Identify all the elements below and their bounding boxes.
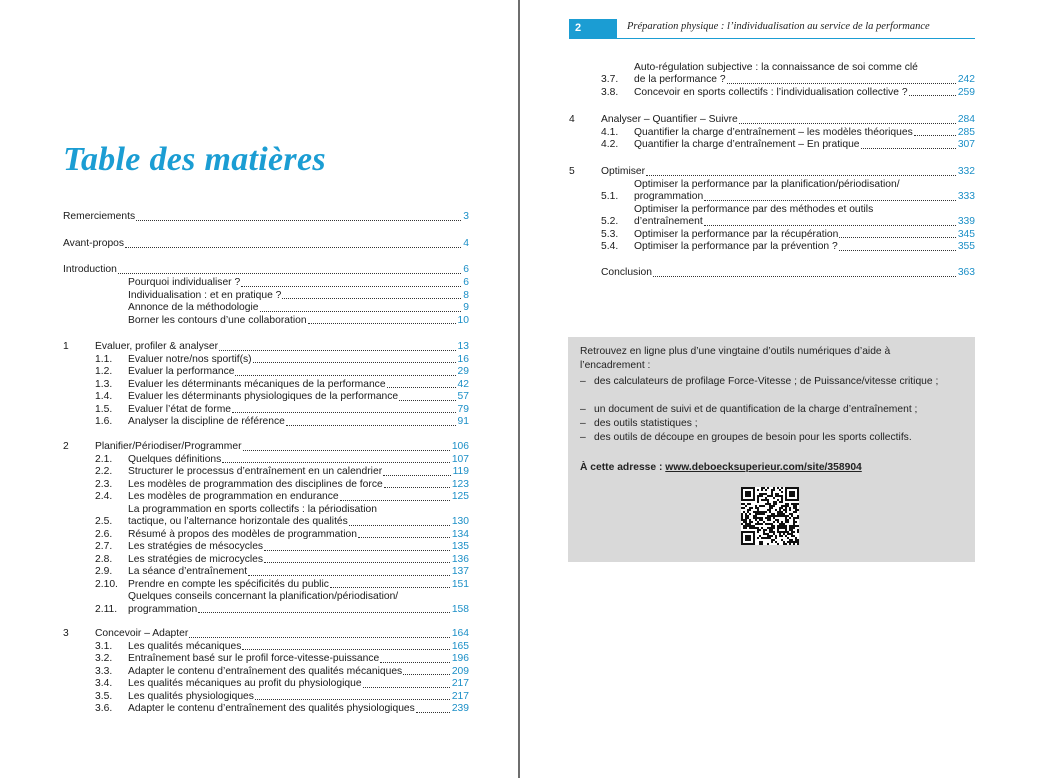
entry-page-number: 217 bbox=[451, 678, 469, 689]
entry-page-number: 123 bbox=[451, 478, 469, 490]
entry-label: Analyser la discipline de référence bbox=[128, 416, 285, 427]
entry-number: 4.1. bbox=[601, 126, 619, 138]
infobox-address: À cette adresse : www.deboecksuperieur.com/site/358904 bbox=[580, 462, 862, 473]
dot-leader bbox=[264, 550, 450, 551]
entry-number: 3.3. bbox=[95, 665, 113, 677]
toc-chapter[interactable] bbox=[63, 341, 469, 354]
dot-leader bbox=[118, 273, 461, 274]
entry-label: programmation bbox=[634, 191, 704, 202]
entry-number: 2.1. bbox=[95, 453, 113, 465]
entry-number: 2.8. bbox=[95, 553, 113, 565]
entry-page-number: 239 bbox=[451, 703, 469, 714]
entry-label: Analyser – Quantifier – Suivre bbox=[601, 114, 738, 125]
infobox-item: – un document de suivi et de quantification de la charge d’entraînement ; bbox=[580, 404, 918, 415]
entry-label: programmation bbox=[128, 603, 198, 615]
toc-chapter[interactable] bbox=[63, 628, 469, 641]
toc-section[interactable] bbox=[95, 604, 469, 617]
toc-chapter[interactable] bbox=[569, 114, 975, 127]
entry-label: Pourquoi individualiser ? bbox=[128, 277, 241, 288]
dot-leader bbox=[253, 362, 456, 363]
entry-label: Remerciements bbox=[63, 211, 136, 222]
entry-label: tactique, ou l’alternance horizontale des qualités bbox=[128, 516, 348, 527]
entry-number: 3.8. bbox=[601, 86, 619, 98]
entry-label: La séance d’entraînement bbox=[128, 566, 248, 577]
toc-section[interactable] bbox=[95, 354, 469, 367]
entry-page-number: 165 bbox=[451, 640, 469, 652]
entry-page-number: 9 bbox=[463, 302, 469, 313]
entry-number: 2.3. bbox=[95, 478, 113, 490]
entry-number: 2.7. bbox=[95, 541, 113, 552]
toc-section[interactable] bbox=[95, 366, 469, 379]
infobox-item: – des calculateurs de profilage Force-Vitesse ; de Puissance/vitesse critique ; bbox=[580, 376, 939, 387]
entry-number: 1.5. bbox=[95, 403, 113, 415]
entry-page-number: 284 bbox=[957, 114, 975, 125]
entry-label: Annonce de la méthodologie bbox=[128, 302, 259, 313]
dot-leader bbox=[349, 525, 450, 526]
entry-label: Introduction bbox=[63, 264, 117, 275]
entry-label: Optimiser la performance par la prévention ? bbox=[634, 241, 838, 252]
dot-leader bbox=[861, 148, 956, 149]
toc-section[interactable] bbox=[95, 529, 469, 542]
dot-leader bbox=[416, 712, 450, 713]
dot-leader bbox=[704, 225, 956, 226]
dot-leader bbox=[363, 687, 450, 688]
entry-page-number: 333 bbox=[957, 191, 975, 202]
entry-number: 5.2. bbox=[601, 216, 619, 227]
toc-section[interactable] bbox=[95, 703, 469, 716]
entry-page-number: 125 bbox=[451, 491, 469, 502]
online-tools-box bbox=[568, 337, 975, 562]
dot-leader bbox=[914, 135, 956, 136]
entry-label: Optimiser la performance par la récupération bbox=[634, 228, 839, 240]
entry-page-number: 6 bbox=[463, 264, 469, 275]
toc-chapter[interactable] bbox=[569, 166, 975, 179]
entry-number: 1.6. bbox=[95, 416, 113, 427]
dot-leader bbox=[286, 425, 456, 426]
dot-leader bbox=[646, 175, 956, 176]
entry-number: 2.11. bbox=[95, 603, 118, 615]
entry-number: 5.1. bbox=[601, 191, 619, 202]
toc-section[interactable] bbox=[95, 466, 469, 479]
toc-section[interactable] bbox=[601, 229, 975, 242]
dot-leader bbox=[282, 298, 461, 299]
entry-number: 3.7. bbox=[601, 74, 619, 85]
toc-section[interactable] bbox=[601, 127, 975, 140]
entry-number: 3.6. bbox=[95, 703, 113, 714]
dot-leader bbox=[358, 537, 450, 538]
toc-section[interactable] bbox=[95, 479, 469, 492]
left-page bbox=[0, 0, 518, 778]
entry-label: d’entraînement bbox=[634, 216, 703, 227]
toc-section-line1: Optimiser la performance par des méthodes et outils bbox=[634, 203, 874, 215]
entry-label: Évaluer les déterminants mécaniques de la performance bbox=[128, 378, 386, 390]
dot-leader bbox=[136, 220, 461, 221]
entry-page-number: 6 bbox=[463, 277, 469, 288]
dot-leader bbox=[380, 662, 450, 663]
entry-label: Les stratégies de microcycles bbox=[128, 553, 264, 565]
entry-page-number: 135 bbox=[451, 541, 469, 552]
dot-leader bbox=[384, 487, 450, 488]
dot-leader bbox=[308, 323, 456, 324]
dot-leader bbox=[727, 83, 956, 84]
entry-page-number: 307 bbox=[957, 139, 975, 150]
entry-label: Planifier/Périodiser/Programmer bbox=[95, 441, 242, 452]
entry-page-number: 42 bbox=[457, 378, 469, 390]
entry-number: 1.3. bbox=[95, 378, 113, 390]
entry-number: 2.6. bbox=[95, 528, 113, 540]
toc-section[interactable] bbox=[95, 541, 469, 554]
entry-number: 2.5. bbox=[95, 516, 113, 527]
entry-page-number: 137 bbox=[451, 566, 469, 577]
dot-leader bbox=[264, 562, 450, 563]
entry-number: 3.4. bbox=[95, 678, 113, 689]
dot-leader bbox=[219, 350, 455, 351]
toc-section[interactable] bbox=[601, 216, 975, 229]
entry-label: Évaluer la performance bbox=[128, 366, 235, 377]
toc-section[interactable] bbox=[95, 666, 469, 679]
toc-entry-intro[interactable] bbox=[128, 277, 469, 290]
dot-leader bbox=[222, 462, 450, 463]
entry-label: Prendre en compte les spécificités du public bbox=[128, 578, 329, 590]
dot-leader bbox=[383, 475, 450, 476]
entry-label: Évaluer l’état de forme bbox=[128, 403, 232, 415]
dot-leader bbox=[242, 649, 449, 650]
entry-page-number: 91 bbox=[457, 416, 469, 427]
entry-label: Évaluer, profiler & analyser bbox=[95, 341, 219, 352]
entry-page-number: 209 bbox=[451, 665, 469, 677]
entry-number: 1.4. bbox=[95, 391, 113, 402]
toc-section[interactable] bbox=[95, 678, 469, 691]
toc-section[interactable] bbox=[601, 139, 975, 152]
right-page bbox=[521, 0, 1037, 778]
toc-section[interactable] bbox=[601, 74, 975, 87]
dot-leader bbox=[739, 123, 956, 124]
entry-page-number: 164 bbox=[451, 628, 469, 639]
entry-label: Résumé à propos des modèles de programmation bbox=[128, 528, 357, 540]
toc-section-line1: Optimiser la performance par la planification/périodisation/ bbox=[634, 178, 900, 190]
entry-page-number: 10 bbox=[457, 314, 469, 326]
toc-section[interactable] bbox=[95, 579, 469, 592]
dot-leader bbox=[704, 200, 956, 201]
entry-number: 5 bbox=[569, 166, 575, 177]
toc-section[interactable] bbox=[95, 653, 469, 666]
toc-section[interactable] bbox=[601, 241, 975, 254]
dot-leader bbox=[403, 674, 450, 675]
toc-entry-intro[interactable] bbox=[128, 290, 469, 303]
qr-code-icon[interactable] bbox=[741, 487, 799, 545]
toc-section[interactable] bbox=[95, 454, 469, 467]
toc-entry-intro[interactable] bbox=[128, 302, 469, 315]
entry-page-number: 345 bbox=[957, 228, 975, 240]
toc-conclusion[interactable] bbox=[601, 267, 975, 280]
entry-page-number: 196 bbox=[451, 653, 469, 664]
entry-label: de la performance ? bbox=[634, 74, 726, 85]
entry-label: Individualisation : et en pratique ? bbox=[128, 289, 282, 301]
entry-label: Adapter le contenu d’entraînement des qualités physiologiques bbox=[128, 703, 415, 714]
entry-page-number: 106 bbox=[451, 441, 469, 452]
toc-entry-front[interactable] bbox=[63, 211, 469, 224]
entry-label: Quantifier la charge d’entraînement – les modèles théoriques bbox=[634, 126, 913, 138]
dot-leader bbox=[260, 311, 462, 312]
toc-section[interactable] bbox=[95, 491, 469, 504]
entry-page-number: 242 bbox=[957, 74, 975, 85]
entry-number: 4.2. bbox=[601, 139, 619, 150]
entry-label: Quelques définitions bbox=[128, 453, 222, 465]
entry-page-number: 79 bbox=[457, 403, 469, 415]
toc-section[interactable] bbox=[95, 379, 469, 392]
dot-leader bbox=[235, 375, 455, 376]
entry-page-number: 130 bbox=[451, 516, 469, 527]
entry-page-number: 259 bbox=[957, 86, 975, 98]
entry-label: Concevoir en sports collectifs : l’individualisation collective ? bbox=[634, 86, 908, 98]
entry-label: Entraînement basé sur le profil force-vitesse-puissance bbox=[128, 653, 380, 664]
entry-page-number: 285 bbox=[957, 126, 975, 138]
entry-page-number: 217 bbox=[451, 690, 469, 702]
page-gutter bbox=[518, 0, 520, 778]
toc-section[interactable] bbox=[601, 191, 975, 204]
entry-number: 1.1. bbox=[95, 353, 113, 365]
dot-leader bbox=[232, 412, 456, 413]
entry-number: 2.2. bbox=[95, 466, 113, 477]
toc-section-line1: Quelques conseils concernant la planification/périodisation/ bbox=[128, 591, 399, 602]
dot-leader bbox=[243, 450, 450, 451]
header-page-number: 2 bbox=[569, 19, 617, 38]
entry-label: Les qualités mécaniques bbox=[128, 640, 242, 652]
entry-label: Structurer le processus d’entraînement en un calendrier bbox=[128, 466, 383, 477]
entry-label: Borner les contours d’une collaboration bbox=[128, 314, 307, 326]
entry-number: 2.9. bbox=[95, 566, 113, 577]
dot-leader bbox=[909, 95, 956, 96]
entry-number: 3.5. bbox=[95, 690, 113, 702]
entry-number: 3.1. bbox=[95, 640, 113, 652]
entry-page-number: 339 bbox=[957, 216, 975, 227]
entry-number: 4 bbox=[569, 114, 575, 125]
toc-section[interactable] bbox=[95, 641, 469, 654]
resource-link[interactable]: www.deboecksuperieur.com/site/358904 bbox=[665, 462, 862, 473]
entry-label: Les stratégies de mésocycles bbox=[128, 541, 264, 552]
entry-number: 1 bbox=[63, 341, 69, 352]
entry-number: 1.2. bbox=[95, 366, 113, 377]
entry-page-number: 16 bbox=[457, 353, 469, 365]
entry-label: Les qualités physiologiques bbox=[128, 690, 254, 702]
entry-number: 3.2. bbox=[95, 653, 113, 664]
dot-leader bbox=[340, 500, 450, 501]
entry-page-number: 158 bbox=[451, 603, 469, 615]
dot-leader bbox=[839, 237, 955, 238]
entry-page-number: 119 bbox=[452, 466, 469, 477]
dot-leader bbox=[125, 247, 461, 248]
dot-leader bbox=[198, 612, 450, 613]
toc-section-line1: La programmation en sports collectifs : la périodisation bbox=[128, 503, 377, 515]
dot-leader bbox=[248, 575, 450, 576]
toc-section[interactable] bbox=[95, 416, 469, 429]
infobox-item: – des outils statistiques ; bbox=[580, 418, 698, 429]
dot-leader bbox=[189, 637, 450, 638]
entry-number: 2.4. bbox=[95, 491, 113, 502]
toc-section[interactable] bbox=[95, 404, 469, 417]
entry-label: Conclusion bbox=[601, 267, 652, 278]
toc-entry-front[interactable] bbox=[63, 264, 469, 277]
toc-section-line1: Auto-régulation subjective : la connaissance de soi comme clé bbox=[634, 61, 918, 73]
toc-section[interactable] bbox=[95, 691, 469, 704]
entry-page-number: 355 bbox=[957, 241, 975, 252]
entry-page-number: 57 bbox=[457, 391, 469, 402]
entry-page-number: 4 bbox=[463, 238, 469, 249]
dot-leader bbox=[255, 699, 450, 700]
dot-leader bbox=[653, 276, 956, 277]
toc-section[interactable] bbox=[95, 516, 469, 529]
entry-label: Évaluer notre/nos sportif(s) bbox=[128, 353, 252, 365]
running-header bbox=[569, 19, 975, 39]
entry-label: Quantifier la charge d’entraînement – En pratique bbox=[634, 139, 860, 150]
entry-label: Adapter le contenu d’entraînement des qualités mécaniques bbox=[128, 665, 403, 677]
toc-section[interactable] bbox=[95, 554, 469, 567]
toc-section[interactable] bbox=[95, 391, 469, 404]
entry-page-number: 363 bbox=[957, 267, 975, 278]
dot-leader bbox=[241, 286, 461, 287]
entry-page-number: 8 bbox=[463, 289, 469, 301]
entry-page-number: 134 bbox=[451, 528, 469, 540]
entry-label: Les qualités mécaniques au profit du physiologique bbox=[128, 678, 362, 689]
entry-page-number: 332 bbox=[957, 166, 975, 177]
entry-label: Les modèles de programmation en endurance bbox=[128, 491, 339, 502]
entry-page-number: 136 bbox=[451, 553, 469, 565]
entry-number: 2.10. bbox=[95, 578, 118, 590]
dot-leader bbox=[387, 387, 456, 388]
infobox-intro: Retrouvez en ligne plus d’une vingtaine d’outils numériques d’aide à l’encadrement : bbox=[580, 346, 891, 371]
dot-leader bbox=[839, 250, 956, 251]
entry-label: Les modèles de programmation des disciplines de force bbox=[128, 478, 383, 490]
dot-leader bbox=[399, 400, 455, 401]
toc-section[interactable] bbox=[95, 566, 469, 579]
entry-page-number: 13 bbox=[457, 341, 469, 352]
entry-label: Optimiser bbox=[601, 166, 646, 177]
toc-chapter[interactable] bbox=[63, 441, 469, 454]
entry-page-number: 151 bbox=[451, 578, 469, 590]
entry-label: Évaluer les déterminants physiologiques de la performance bbox=[128, 391, 399, 402]
infobox-item: – des outils de découpe en groupes de besoin pour les sports collectifs. bbox=[580, 432, 912, 443]
toc-title: Table des matières bbox=[63, 141, 326, 178]
dot-leader bbox=[330, 587, 450, 588]
toc-section[interactable] bbox=[601, 87, 975, 100]
toc-entry-intro[interactable] bbox=[128, 315, 469, 328]
entry-page-number: 29 bbox=[457, 366, 469, 377]
entry-label: Concevoir – Adapter bbox=[95, 628, 189, 639]
entry-number: 2 bbox=[63, 441, 69, 452]
entry-page-number: 107 bbox=[451, 453, 469, 465]
entry-page-number: 3 bbox=[463, 211, 469, 222]
entry-number: 5.3. bbox=[601, 228, 619, 240]
entry-label: Avant-propos bbox=[63, 238, 125, 249]
toc-entry-front[interactable] bbox=[63, 238, 469, 251]
entry-number: 3 bbox=[63, 628, 69, 639]
header-running-title: Préparation physique : l’individualisation au service de la performance bbox=[627, 21, 930, 32]
entry-number: 5.4. bbox=[601, 241, 619, 252]
